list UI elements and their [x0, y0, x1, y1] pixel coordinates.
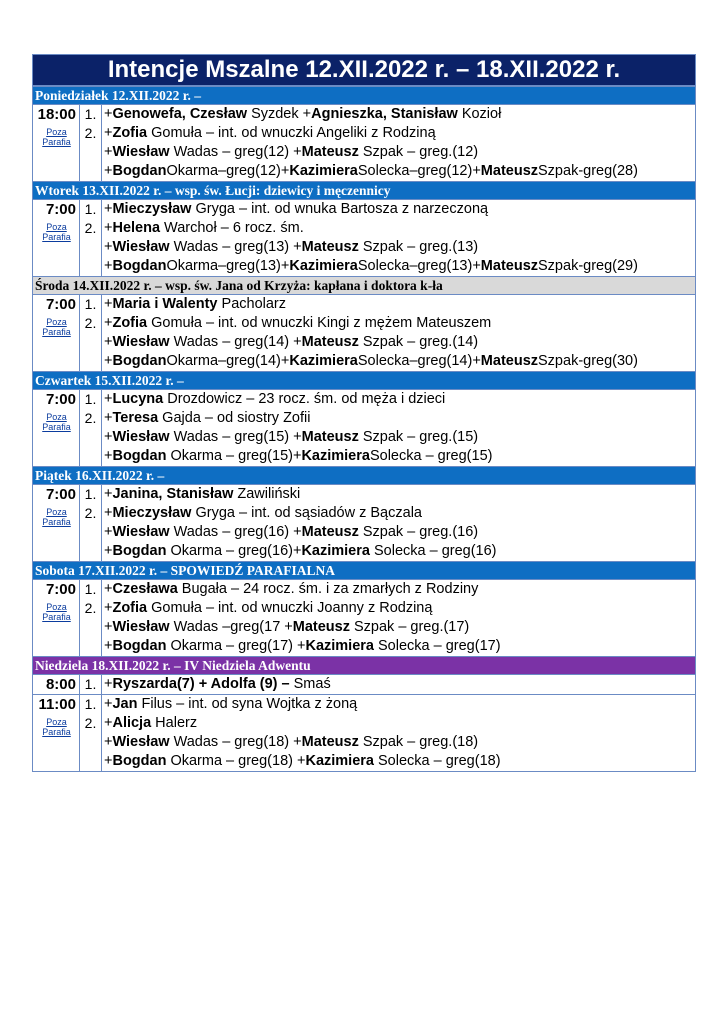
- poza-parafia-label: [33, 127, 76, 147]
- intention-line: [104, 124, 695, 143]
- intention-text: Bugała – 24 rocz. śm. i za zmarłych z Rodziny: [177, 581, 479, 597]
- intention-number: [80, 333, 101, 352]
- intention-name: Alicja: [112, 715, 152, 731]
- intention-name: Wiesław: [112, 144, 170, 160]
- intention-text: Gomuła – int. od wnuczki Angeliki z Rodziną: [147, 125, 436, 141]
- intention-text: Gomuła – int. od wnuczki Kingi z mężem Mateuszem: [147, 315, 492, 331]
- intention-line: [104, 485, 695, 504]
- mass-time: 8:00: [45, 676, 76, 693]
- mass-time-cell: [33, 200, 80, 276]
- intention-number: 1.: [84, 581, 97, 597]
- intention-number: [80, 542, 101, 561]
- intention-name: Mateusz: [480, 163, 539, 179]
- intention-number: 1.: [84, 296, 97, 312]
- intention-line: [104, 295, 695, 314]
- intentions-cell: [102, 695, 695, 771]
- intention-name: Bogdan: [112, 638, 167, 654]
- mass-time-cell: [33, 675, 80, 694]
- intention-name: Mateusz: [301, 734, 359, 750]
- poza-parafia-word: Parafia: [42, 327, 71, 337]
- intention-name: Wiesław: [112, 619, 170, 635]
- intention-text: +: [104, 619, 113, 635]
- intention-text: +: [104, 125, 113, 141]
- intention-line: [104, 219, 695, 238]
- intention-number: 1.: [84, 676, 97, 692]
- poza-parafia-word: Poza: [46, 127, 67, 137]
- intention-text: Kozioł: [457, 106, 502, 122]
- intention-text: +: [104, 201, 113, 217]
- intention-text: +: [104, 239, 113, 255]
- intention-name: Wiesław: [112, 429, 170, 445]
- intention-number: [80, 447, 101, 466]
- intention-number: [80, 523, 101, 542]
- day-header: Środa 14.XII.2022 r. – wsp. św. Jana od Krzyża: kapłana i doktora k-ła: [33, 276, 695, 295]
- intention-number: [80, 752, 101, 771]
- intention-number-cell: [80, 200, 102, 276]
- intention-name: Mateusz: [301, 144, 359, 160]
- intention-text: Wadas – greg(16) +: [169, 524, 302, 540]
- poza-parafia-label: [33, 717, 76, 737]
- intention-line: [104, 599, 695, 618]
- intention-text: +: [104, 638, 113, 654]
- poza-parafia-word: Poza: [46, 602, 67, 612]
- intention-text: +: [104, 106, 113, 122]
- day-header: Czwartek 15.XII.2022 r. –: [33, 371, 695, 390]
- intention-name: Bogdan: [112, 353, 167, 369]
- poza-parafia-word: Parafia: [42, 517, 71, 527]
- intentions-cell: [102, 485, 695, 561]
- intention-text: Solecka–greg(14)+: [357, 353, 481, 369]
- intention-text: Solecka – greg(17): [373, 638, 501, 654]
- intention-text: Szpak – greg.(13): [358, 239, 479, 255]
- intention-number: [80, 143, 101, 162]
- mass-time: 7:00: [45, 391, 76, 408]
- intention-number: 1.: [84, 391, 97, 407]
- intention-name: Jan: [112, 696, 138, 712]
- mass-time-cell: [33, 390, 80, 466]
- intentions-cell: [102, 580, 695, 656]
- intention-text: Filus – int. od syna Wojtka z żoną: [137, 696, 358, 712]
- intention-text: Szpak-greg(28): [538, 163, 638, 179]
- mass-row: [33, 200, 695, 276]
- intention-text: +: [104, 505, 113, 521]
- intention-text: +: [104, 163, 113, 179]
- intention-text: +: [104, 543, 113, 559]
- intention-text: +: [104, 734, 113, 750]
- intention-text: Szpak – greg.(14): [358, 334, 479, 350]
- intention-name: Mateusz: [301, 239, 359, 255]
- intention-text: Szpak – greg.(12): [358, 144, 479, 160]
- intention-number: 1.: [84, 106, 97, 122]
- intention-text: Okarma – greg(15)+: [166, 448, 302, 464]
- intention-line: [104, 238, 695, 257]
- poza-parafia-word: Parafia: [42, 422, 71, 432]
- intention-number: [80, 257, 101, 276]
- intention-text: +: [104, 600, 113, 616]
- intentions-cell: [102, 200, 695, 276]
- intention-number-cell: [80, 390, 102, 466]
- intention-text: Warchoł – 6 rocz. śm.: [160, 220, 304, 236]
- intention-line: [104, 695, 695, 714]
- intention-number-cell: [80, 675, 102, 694]
- intention-text: Wadas –greg(17 +: [169, 619, 293, 635]
- intention-line: [104, 637, 695, 656]
- mass-time-cell: [33, 580, 80, 656]
- intention-text: +: [104, 144, 113, 160]
- intentions-cell: [102, 105, 695, 181]
- intention-name: Mateusz: [301, 524, 359, 540]
- intention-name: Zofia: [112, 315, 148, 331]
- intention-number: [80, 352, 101, 371]
- intention-text: +: [104, 753, 113, 769]
- intention-number: 1.: [84, 486, 97, 502]
- intention-name: Mateusz: [480, 258, 539, 274]
- intentions-cell: [102, 675, 695, 694]
- intention-name: Agnieszka, Stanisław: [311, 106, 458, 122]
- intention-name: Teresa: [112, 410, 159, 426]
- intention-line: [104, 580, 695, 599]
- poza-parafia-word: Poza: [46, 507, 67, 517]
- intention-name: Lucyna: [112, 391, 164, 407]
- intention-name: Kazimiera: [289, 163, 358, 179]
- intention-number: 2.: [84, 220, 97, 236]
- intention-name: Zofia: [112, 600, 148, 616]
- intention-line: [104, 200, 695, 219]
- intention-text: Wadas – greg(18) +: [169, 734, 302, 750]
- poza-parafia-word: Poza: [46, 222, 67, 232]
- intention-name: Wiesław: [112, 734, 170, 750]
- intention-name: Kazimiera: [301, 543, 370, 559]
- intention-line: [104, 675, 695, 694]
- intention-line: [104, 409, 695, 428]
- intention-number-cell: [80, 695, 102, 771]
- intention-text: Solecka – greg(15): [369, 448, 493, 464]
- intention-line: [104, 752, 695, 771]
- intention-number: 2.: [84, 715, 97, 731]
- intention-name: Kazimiera: [289, 353, 358, 369]
- poza-parafia-label: [33, 507, 76, 527]
- intention-text: Solecka – greg(16): [369, 543, 497, 559]
- intention-number: 2.: [84, 315, 97, 331]
- intention-line: [104, 714, 695, 733]
- intention-name: Kazimiera: [301, 448, 370, 464]
- intention-text: +: [104, 486, 113, 502]
- intention-text: +: [104, 581, 113, 597]
- intention-text: Szpak – greg.(18): [358, 734, 479, 750]
- intention-line: [104, 523, 695, 542]
- intention-line: [104, 733, 695, 752]
- intention-name: Kazimiera: [305, 638, 374, 654]
- intention-text: Okarma – greg(16)+: [166, 543, 302, 559]
- intention-text: Szpak – greg.(16): [358, 524, 479, 540]
- intention-number-cell: [80, 295, 102, 371]
- intention-line: [104, 352, 695, 371]
- intention-text: Okarma–greg(14)+: [166, 353, 290, 369]
- intention-text: +: [104, 696, 113, 712]
- intention-number: 1.: [84, 696, 97, 712]
- intention-text: Smaś: [289, 676, 331, 692]
- intention-text: Gryga – int. od sąsiadów z Bączala: [191, 505, 422, 521]
- intention-text: +: [104, 334, 113, 350]
- intention-text: Solecka–greg(12)+: [357, 163, 481, 179]
- intention-text: Syzdek +: [247, 106, 312, 122]
- mass-time-cell: [33, 105, 80, 181]
- intention-name: Bogdan: [112, 448, 167, 464]
- day-header: Niedziela 18.XII.2022 r. – IV Niedziela Adwentu: [33, 656, 695, 675]
- intention-text: Szpak-greg(29): [538, 258, 638, 274]
- intention-line: [104, 105, 695, 124]
- intention-number: [80, 238, 101, 257]
- intention-text: Pacholarz: [217, 296, 287, 312]
- intention-text: Wadas – greg(13) +: [169, 239, 302, 255]
- intention-text: Gomuła – int. od wnuczki Joanny z Rodziną: [147, 600, 433, 616]
- mass-row: [33, 580, 695, 656]
- intention-line: [104, 257, 695, 276]
- intention-text: +: [104, 715, 113, 731]
- poza-parafia-word: Poza: [46, 317, 67, 327]
- intention-name: Wiesław: [112, 239, 170, 255]
- intention-number: 2.: [84, 410, 97, 426]
- intention-text: Szpak-greg(30): [538, 353, 638, 369]
- intentions-sheet: [32, 54, 696, 772]
- mass-time-cell: [33, 695, 80, 771]
- intention-name: Zofia: [112, 125, 148, 141]
- intention-text: Zawiliński: [233, 486, 301, 502]
- mass-time-cell: [33, 485, 80, 561]
- intention-text: +: [104, 429, 113, 445]
- intention-text: +: [104, 391, 113, 407]
- poza-parafia-word: Parafia: [42, 612, 71, 622]
- poza-parafia-label: [33, 222, 76, 242]
- intention-number: 2.: [84, 125, 97, 141]
- intention-name: Genowefa, Czesław: [112, 106, 248, 122]
- intention-line: [104, 428, 695, 447]
- intention-number: [80, 618, 101, 637]
- intention-number: [80, 733, 101, 752]
- intention-name: Mateusz: [301, 429, 359, 445]
- mass-time: 7:00: [45, 486, 76, 503]
- intention-text: Gajda – od siostry Zofii: [158, 410, 311, 426]
- mass-row: [33, 485, 695, 561]
- intention-number-cell: [80, 105, 102, 181]
- intention-line: [104, 390, 695, 409]
- poza-parafia-label: [33, 602, 76, 622]
- intention-number-cell: [80, 580, 102, 656]
- intention-text: +: [104, 676, 113, 692]
- intention-text: Szpak – greg.(17): [349, 619, 470, 635]
- intention-name: Mateusz: [301, 334, 359, 350]
- intention-name: Helena: [112, 220, 161, 236]
- intention-text: +: [104, 258, 113, 274]
- intention-text: Solecka – greg(18): [373, 753, 501, 769]
- intention-name: Mateusz: [480, 353, 539, 369]
- mass-time: 11:00: [38, 696, 76, 713]
- poza-parafia-word: Parafia: [42, 232, 71, 242]
- intention-text: Okarma–greg(13)+: [166, 258, 290, 274]
- day-header: Sobota 17.XII.2022 r. – SPOWIEDŹ PARAFIALNA: [33, 561, 695, 580]
- intention-name: Bogdan: [112, 258, 167, 274]
- intention-name: Maria i Walenty: [112, 296, 218, 312]
- intention-line: [104, 618, 695, 637]
- mass-time: 7:00: [45, 296, 76, 313]
- intentions-cell: [102, 390, 695, 466]
- intention-text: +: [104, 220, 113, 236]
- intention-text: +: [104, 315, 113, 331]
- intention-text: +: [104, 296, 113, 312]
- intention-number: 2.: [84, 505, 97, 521]
- intention-text: Okarma – greg(17) +: [166, 638, 306, 654]
- intention-text: Halerz: [151, 715, 198, 731]
- intention-text: +: [104, 353, 113, 369]
- intention-number: 2.: [84, 600, 97, 616]
- intention-name: Mieczysław: [112, 505, 192, 521]
- mass-row: [33, 105, 695, 181]
- mass-row: [33, 295, 695, 371]
- day-header: Piątek 16.XII.2022 r. –: [33, 466, 695, 485]
- day-header: Poniedziałek 12.XII.2022 r. –: [33, 86, 695, 105]
- intention-name: Bogdan: [112, 543, 167, 559]
- intention-line: [104, 447, 695, 466]
- intention-number-cell: [80, 485, 102, 561]
- intention-text: Wadas – greg(12) +: [169, 144, 302, 160]
- poza-parafia-word: Parafia: [42, 727, 71, 737]
- intention-name: Janina, Stanisław: [112, 486, 234, 502]
- intention-line: [104, 143, 695, 162]
- mass-row: [33, 390, 695, 466]
- intention-line: [104, 333, 695, 352]
- poza-parafia-label: [33, 317, 76, 337]
- mass-time: 7:00: [45, 201, 76, 218]
- intention-name: Kazimiera: [289, 258, 358, 274]
- day-header: Wtorek 13.XII.2022 r. – wsp. św. Łucji: dziewicy i męczennicy: [33, 181, 695, 200]
- page-title: Intencje Mszalne 12.XII.2022 r. – 18.XII.2022 r.: [33, 55, 695, 86]
- intention-name: Mieczysław: [112, 201, 192, 217]
- intention-number: [80, 637, 101, 656]
- intention-name: Czesława: [112, 581, 178, 597]
- intention-line: [104, 314, 695, 333]
- intention-name: Ryszarda(7) + Adolfa (9) –: [112, 676, 290, 692]
- intention-text: +: [104, 524, 113, 540]
- intention-text: Solecka–greg(13)+: [357, 258, 481, 274]
- intention-name: Bogdan: [112, 163, 167, 179]
- mass-time: 7:00: [45, 581, 76, 598]
- intention-line: [104, 162, 695, 181]
- intention-text: +: [104, 410, 113, 426]
- mass-row: [33, 694, 695, 771]
- mass-time: 18:00: [37, 106, 76, 123]
- intention-line: [104, 542, 695, 561]
- mass-time-cell: [33, 295, 80, 371]
- intention-name: Kazimiera: [305, 753, 374, 769]
- intention-text: Gryga – int. od wnuka Bartosza z narzeczoną: [191, 201, 489, 217]
- poza-parafia-word: Poza: [46, 717, 67, 727]
- intention-text: Wadas – greg(14) +: [169, 334, 302, 350]
- poza-parafia-word: Parafia: [42, 137, 71, 147]
- intention-text: Okarma – greg(18) +: [166, 753, 306, 769]
- intention-line: [104, 504, 695, 523]
- intention-text: Okarma–greg(12)+: [166, 163, 290, 179]
- intention-name: Mateusz: [292, 619, 350, 635]
- poza-parafia-label: [33, 412, 76, 432]
- days-container: [33, 86, 695, 771]
- intention-number: 1.: [84, 201, 97, 217]
- mass-row: [33, 675, 695, 694]
- intention-text: Drozdowicz – 23 rocz. śm. od męża i dzieci: [163, 391, 446, 407]
- intention-name: Wiesław: [112, 334, 170, 350]
- intention-name: Bogdan: [112, 753, 167, 769]
- intention-text: Wadas – greg(15) +: [169, 429, 302, 445]
- intention-name: Wiesław: [112, 524, 170, 540]
- intention-text: +: [104, 448, 113, 464]
- intention-number: [80, 428, 101, 447]
- intention-number: [80, 162, 101, 181]
- intention-text: Szpak – greg.(15): [358, 429, 479, 445]
- poza-parafia-word: Poza: [46, 412, 67, 422]
- intentions-cell: [102, 295, 695, 371]
